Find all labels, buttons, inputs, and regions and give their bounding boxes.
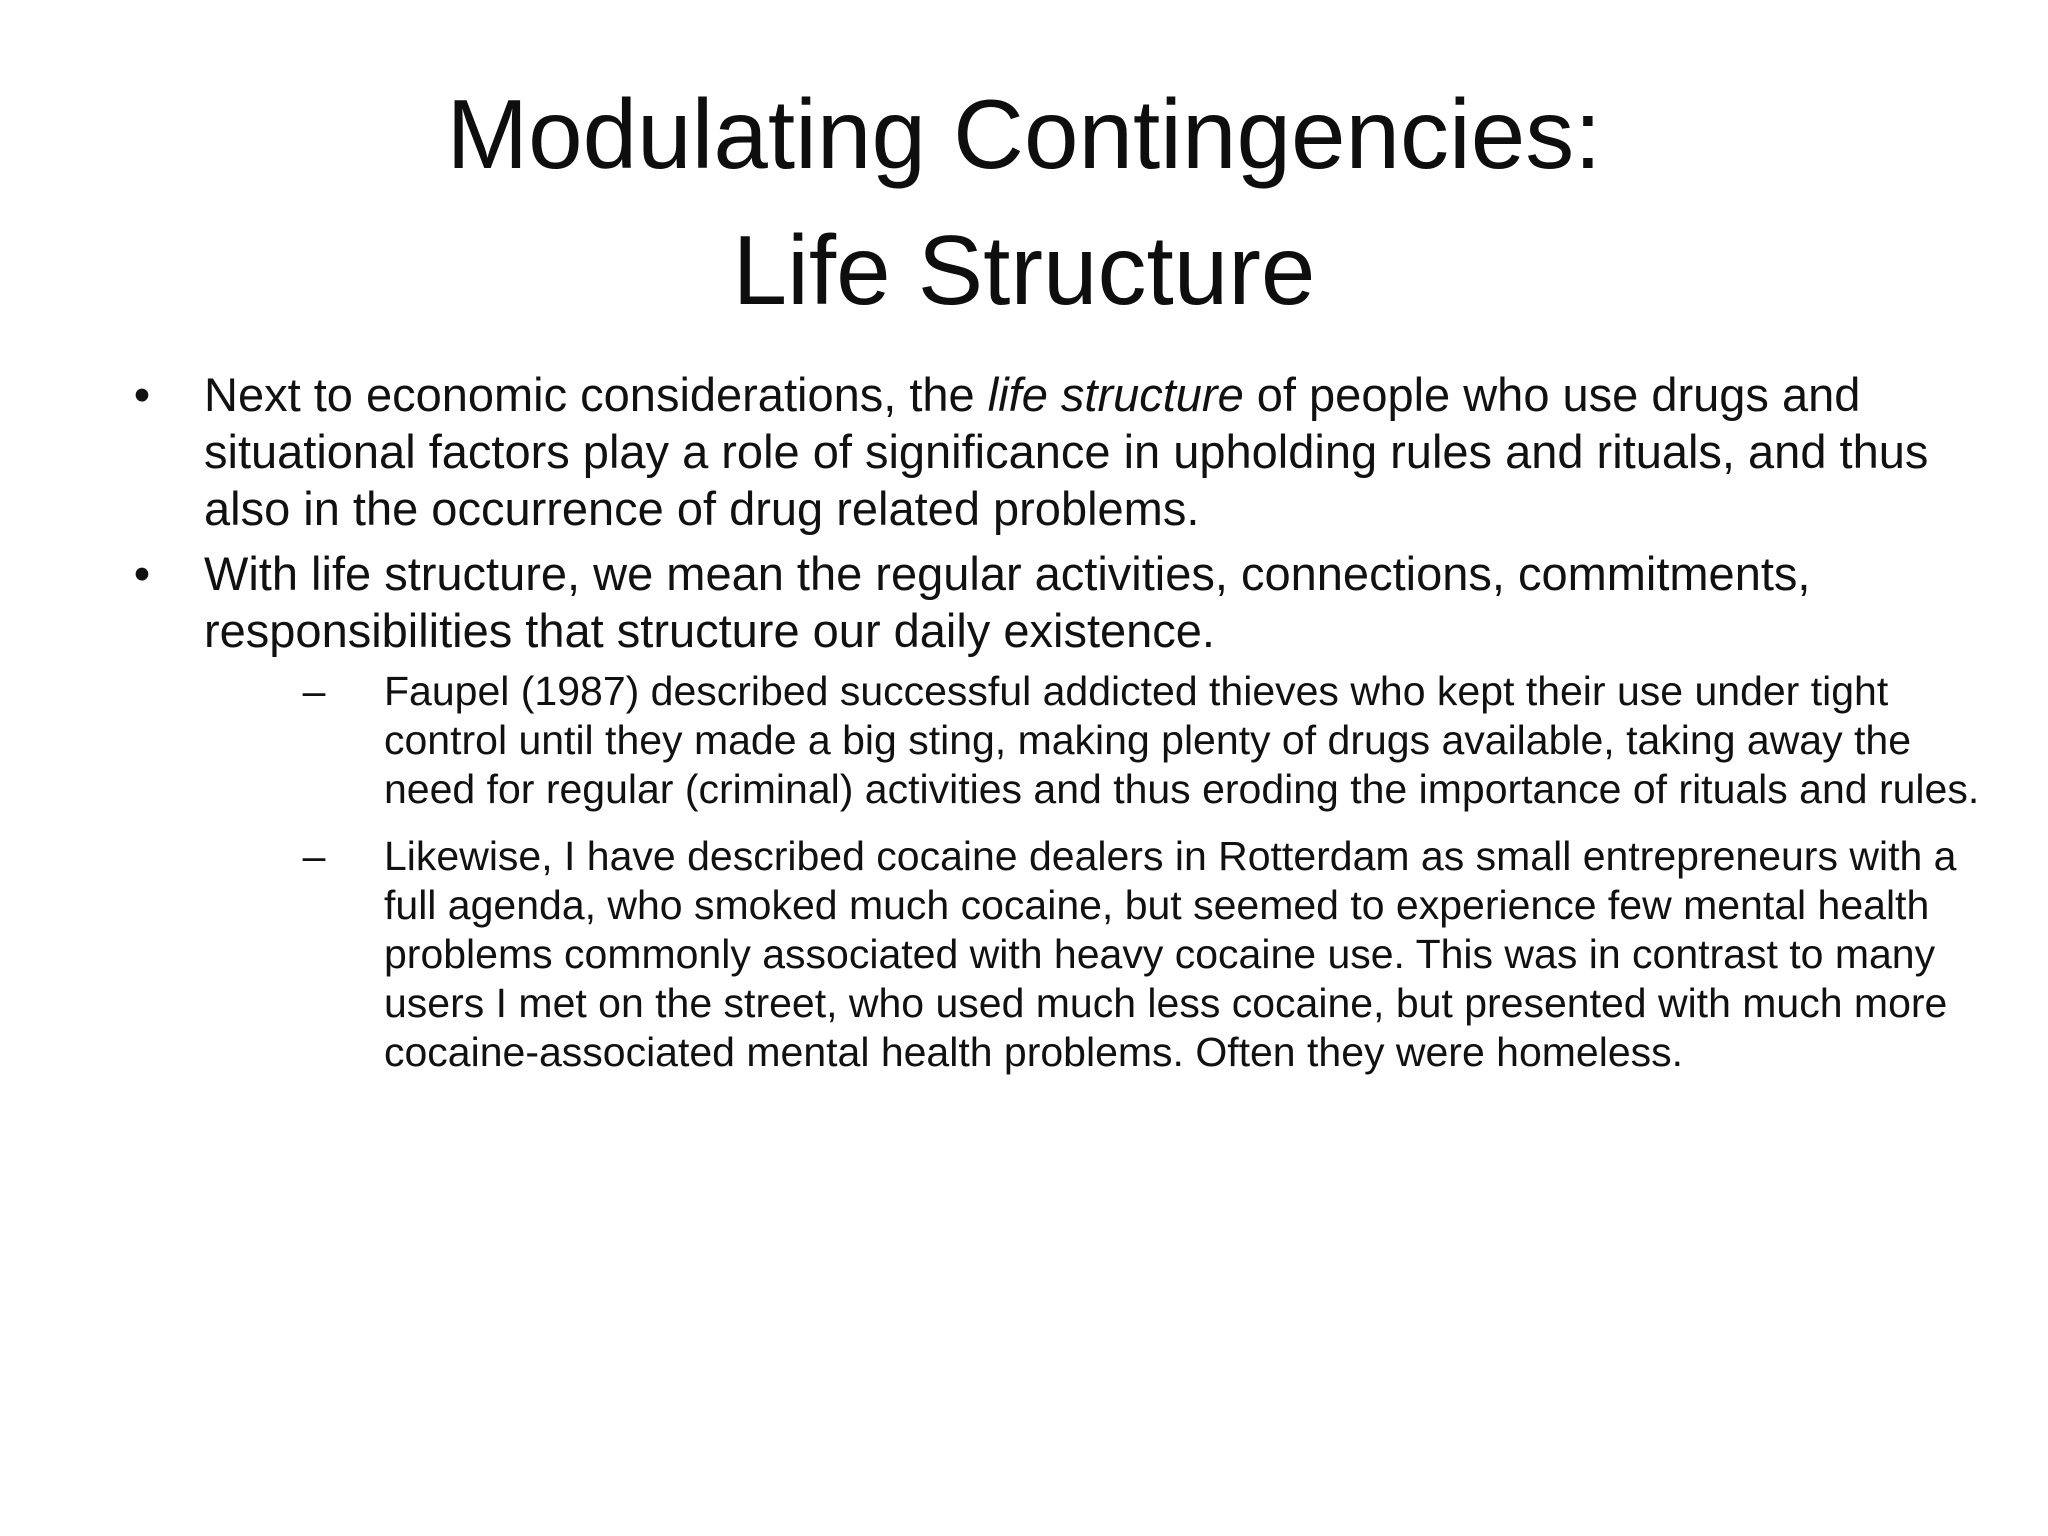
slide-title-line-2: Life Structure [732,215,1316,325]
bullet-life-structure [120,366,1980,537]
slide-body [120,366,1980,1095]
bullet-definition [120,545,1980,659]
slide-title [100,66,1948,338]
sub-bullet-marker: – [302,833,326,879]
sub-bullet-text: Likewise, I have described cocaine dealers in Rotterdam as small entrepreneurs with a full agenda, who smoked much cocaine, but seemed to experience few mental health problems commonly associated with heavy cocaine use. This was in contrast to many users I met on the street, who used much less cocaine, but presented with much more cocaine-associated mental health problems. Often they were homeless. [384,833,1957,1075]
bullet-marker: • [133,547,151,600]
sub-bullet-marker: – [302,668,326,714]
slide-title-line-1: Modulating Contingencies: [446,79,1602,189]
bullet-text: With life structure, we mean the regular activities, connections, commitments, responsibilities that structure our daily existence. [204,547,1811,657]
bullet-text-after: of people who use drugs and situational factors play a role of significance in upholding rules and rituals, and thus also in the occurrence of drug related problems. [204,368,1929,535]
bullet-text-before: Next to economic considerations, the [204,368,988,421]
sub-bullet-faupel [294,667,1980,814]
sub-bullet-rotterdam [294,832,1980,1077]
bullet-marker: • [133,368,151,421]
bullet-text-emphasis: life structure [987,368,1244,421]
sub-bullet-text: Faupel (1987) described successful addicted thieves who kept their use under tight control until they made a big sting, making plenty of drugs available, taking away the need for regular (criminal) activities and thus eroding the importance of rituals and rules. [384,668,1980,812]
